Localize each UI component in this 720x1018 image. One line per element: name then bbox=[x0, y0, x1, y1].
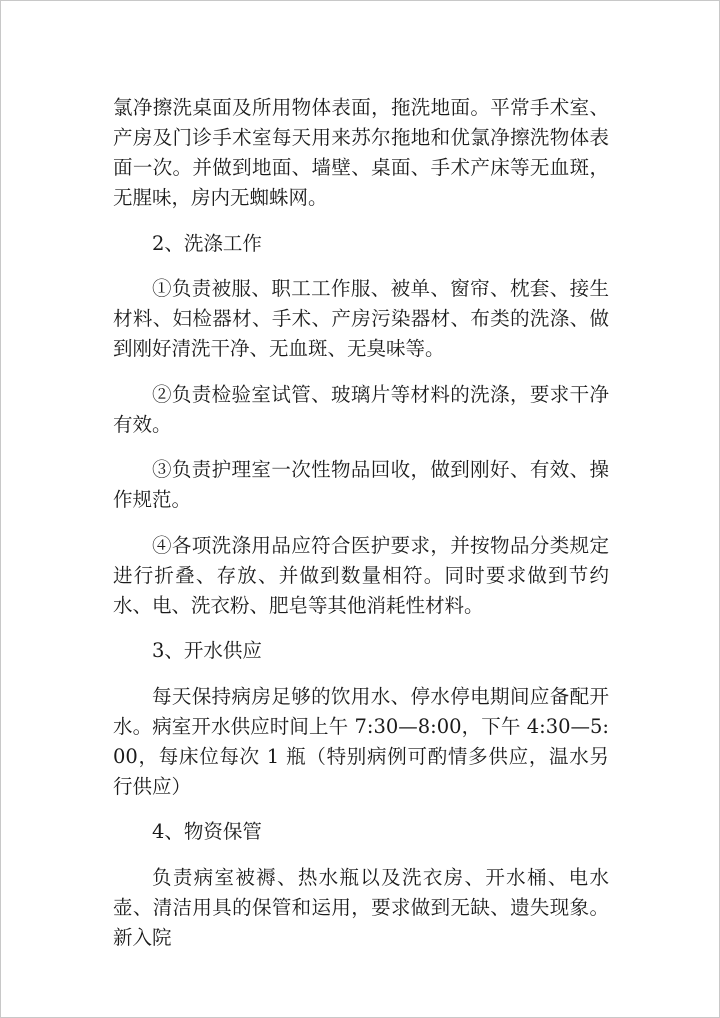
paragraph-washing-item-4: ④各项洗涤用品应符合医护要求，并按物品分类规定进行折叠、存放、并做到数量相符。同时要求做到节约水、电、洗衣粉、肥皂等其他消耗性材料。 bbox=[113, 533, 609, 617]
paragraph-cleaning-continued: 氯净擦洗桌面及所用物体表面，拖洗地面。平常手术室、产房及门诊手术室每天用来苏尔拖地和优氯净擦洗物体表面一次。并做到地面、墙壁、桌面、手术产床等无血斑，无腥味，房内无蜘蛛网。 bbox=[113, 96, 609, 209]
section-heading-materials: 4、物资保管 bbox=[152, 820, 262, 843]
document-body bbox=[113, 93, 609, 968]
paragraph-boiled-water: 每天保持病房足够的饮用水、停水停电期间应备配开水。病室开水供应时间上午 7:30—8:00，下午 4:30—5:00，每床位每次 1 瓶（特别病例可酌情多供应，温水另行供应） bbox=[113, 684, 609, 798]
paragraph-washing-item-3: ③负责护理室一次性物品回收，做到刚好、有效、操作规范。 bbox=[113, 458, 609, 511]
section-heading-washing: 2、洗涤工作 bbox=[152, 231, 262, 255]
section-heading-boiled-water: 3、开水供应 bbox=[152, 639, 262, 662]
paragraph-washing-item-1: ①负责被服、职工工作服、被单、窗帘、枕套、接生材料、妇检器材、手术、产房污染器材、布类的洗涤、做到刚好清洗干净、无血斑、无臭味等。 bbox=[113, 277, 609, 360]
paragraph-materials: 负责病室被褥、热水瓶以及洗衣房、开水桶、电水壶、清洁用具的保管和运用，要求做到无缺、遗失现象。新入院 bbox=[113, 865, 609, 949]
paragraph-washing-item-2: ②负责检验室试管、玻璃片等材料的洗涤，要求干净有效。 bbox=[113, 382, 609, 436]
